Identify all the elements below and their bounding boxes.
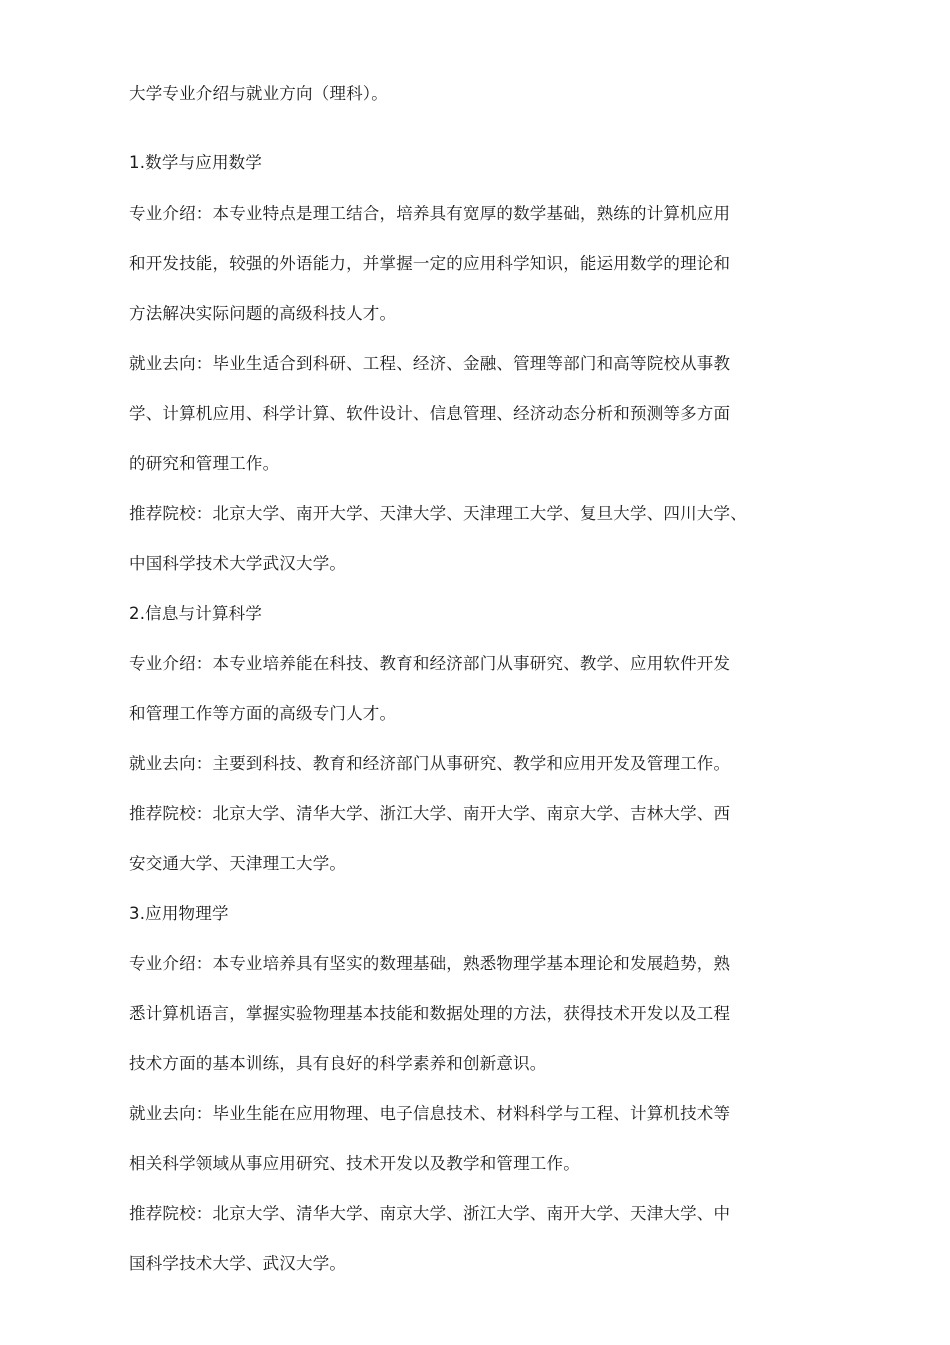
section-heading-2: 2.信息与计算科学 — [129, 604, 263, 623]
section-2-career-line-1: 就业去向：主要到科技、教育和经济部门从事研究、教学和应用开发及管理工作。 — [129, 754, 731, 773]
section-3-intro-line-1: 专业介绍：本专业培养具有坚实的数理基础，熟悉物理学基本理论和发展趋势，熟 — [129, 954, 731, 973]
section-1-schools-line-2: 中国科学技术大学武汉大学。 — [129, 554, 347, 573]
section-1-schools-line-1: 推荐院校：北京大学、南开大学、天津大学、天津理工大学、复旦大学、四川大学、 — [129, 504, 747, 523]
section-1-career-line-3: 的研究和管理工作。 — [129, 454, 280, 473]
section-1-intro-line-3: 方法解决实际问题的高级科技人才。 — [129, 304, 397, 323]
section-1-career-line-1: 就业去向：毕业生适合到科研、工程、经济、金融、管理等部门和高等院校从事教 — [129, 354, 731, 373]
section-2-intro-line-2: 和管理工作等方面的高级专门人才。 — [129, 704, 397, 723]
section-2-schools-line-2: 安交通大学、天津理工大学。 — [129, 854, 347, 873]
section-3-schools-line-1: 推荐院校：北京大学、清华大学、南京大学、浙江大学、南开大学、天津大学、中 — [129, 1204, 731, 1223]
section-3-intro-line-2: 悉计算机语言，掌握实验物理基本技能和数据处理的方法，获得技术开发以及工程 — [129, 1004, 731, 1023]
section-heading-3: 3.应用物理学 — [129, 904, 229, 923]
section-2-intro-line-1: 专业介绍：本专业培养能在科技、教育和经济部门从事研究、教学、应用软件开发 — [129, 654, 731, 673]
section-1-intro-line-1: 专业介绍：本专业特点是理工结合，培养具有宽厚的数学基础，熟练的计算机应用 — [129, 204, 731, 223]
document-title: 大学专业介绍与就业方向（理科）。 — [129, 84, 388, 103]
section-2-schools-line-1: 推荐院校：北京大学、清华大学、浙江大学、南开大学、南京大学、吉林大学、西 — [129, 804, 731, 823]
section-3-career-line-1: 就业去向：毕业生能在应用物理、电子信息技术、材料科学与工程、计算机技术等 — [129, 1104, 731, 1123]
section-3-intro-line-3: 技术方面的基本训练，具有良好的科学素养和创新意识。 — [129, 1054, 547, 1073]
section-1-career-line-2: 学、计算机应用、科学计算、软件设计、信息管理、经济动态分析和预测等多方面 — [129, 404, 731, 423]
section-3-career-line-2: 相关科学领域从事应用研究、技术开发以及教学和管理工作。 — [129, 1154, 580, 1173]
section-3-schools-line-2: 国科学技术大学、武汉大学。 — [129, 1254, 347, 1273]
section-heading-1: 1.数学与应用数学 — [129, 153, 263, 172]
section-1-intro-line-2: 和开发技能，较强的外语能力，并掌握一定的应用科学知识，能运用数学的理论和 — [129, 254, 731, 273]
